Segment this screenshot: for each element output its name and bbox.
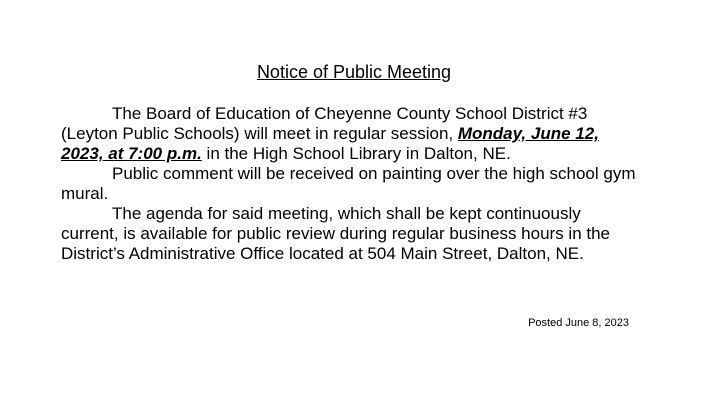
agenda-paragraph: The agenda for said meeting, which shall be kept continuously current, is available for public review during regular business hours in the District’s Administrative Office located at 504 Main Street, Dalton, NE. xyxy=(61,204,611,263)
meeting-date-time: Monday, June 12, 2023, at 7:00 p.m. xyxy=(61,124,599,163)
posted-date: Posted June 8, 2023 xyxy=(528,317,629,329)
meeting-details-text: The Board of Education of Cheyenne County School District #3 (Leyton Public Schools) will meet in regular session, xyxy=(61,104,588,143)
meeting-location-text: in the High School Library in Dalton, NE. xyxy=(201,144,511,163)
notice-body xyxy=(61,104,641,264)
public-comment-paragraph: Public comment will be received on painting over the high school gym mural. xyxy=(61,164,636,203)
meeting-details-paragraph xyxy=(61,104,641,164)
notice-title: Notice of Public Meeting xyxy=(256,62,452,82)
